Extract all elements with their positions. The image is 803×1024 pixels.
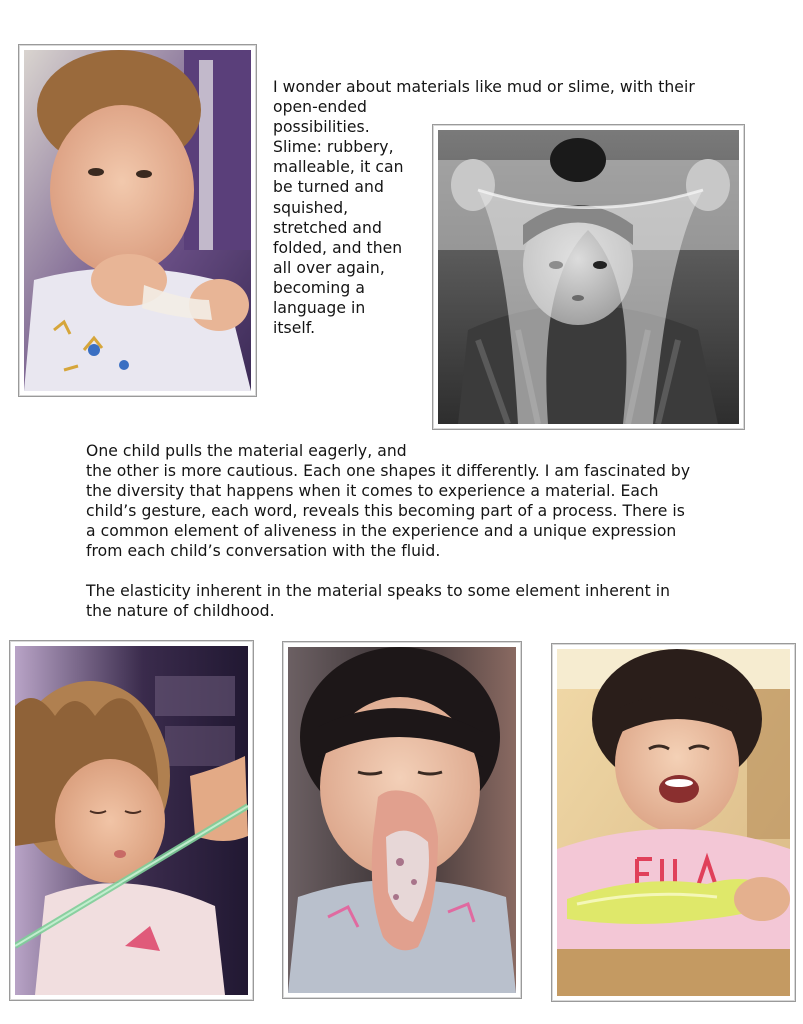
intro-line: Slime: rubbery, bbox=[273, 138, 394, 156]
closing-line: The elasticity inherent in the material speaks to some element inherent in bbox=[86, 582, 671, 600]
body-line: the diversity that happens when it comes to experience a material. Each bbox=[86, 482, 659, 500]
intro-line: folded, and then bbox=[273, 239, 403, 257]
photo-girl-green-slime-strand-image bbox=[15, 646, 248, 995]
body-line: the other is more cautious. Each one shapes it differently. I am fascinated by bbox=[86, 462, 691, 480]
intro-line: malleable, it can bbox=[273, 158, 404, 176]
photo-girl-slime-hands-image bbox=[288, 647, 516, 993]
body-line: from each child’s conversation with the fluid. bbox=[86, 542, 441, 560]
intro-line: I wonder about materials like mud or slime, with their bbox=[273, 78, 695, 96]
intro-line: stretched and bbox=[273, 219, 382, 237]
photo-boy-holding-slime-image bbox=[438, 130, 739, 424]
intro-line: becoming a bbox=[273, 279, 365, 297]
photo-girl-green-slime-strand bbox=[9, 640, 254, 1001]
body-line: One child pulls the material eagerly, and bbox=[86, 442, 407, 460]
photo-laughing-girl-yellow-slime bbox=[551, 643, 796, 1002]
closing-line: the nature of childhood. bbox=[86, 602, 275, 620]
intro-line: all over again, bbox=[273, 259, 385, 277]
body-line: child’s gesture, each word, reveals this becoming part of a process. There is bbox=[86, 502, 685, 520]
intro-line: squished, bbox=[273, 199, 349, 217]
photo-laughing-girl-yellow-slime-image bbox=[557, 649, 790, 996]
photo-boy-holding-slime bbox=[432, 124, 745, 430]
intro-line: be turned and bbox=[273, 178, 384, 196]
intro-line: open-ended bbox=[273, 98, 367, 116]
intro-line: itself. bbox=[273, 319, 316, 337]
photo-girl-slime-hands bbox=[282, 641, 522, 999]
intro-line: possibilities. bbox=[273, 118, 370, 136]
body-line: a common element of aliveness in the experience and a unique expression bbox=[86, 522, 677, 540]
photo-girl-stretching-slime bbox=[18, 44, 257, 397]
photo-girl-stretching-slime-image bbox=[24, 50, 251, 391]
intro-line: language in bbox=[273, 299, 366, 317]
